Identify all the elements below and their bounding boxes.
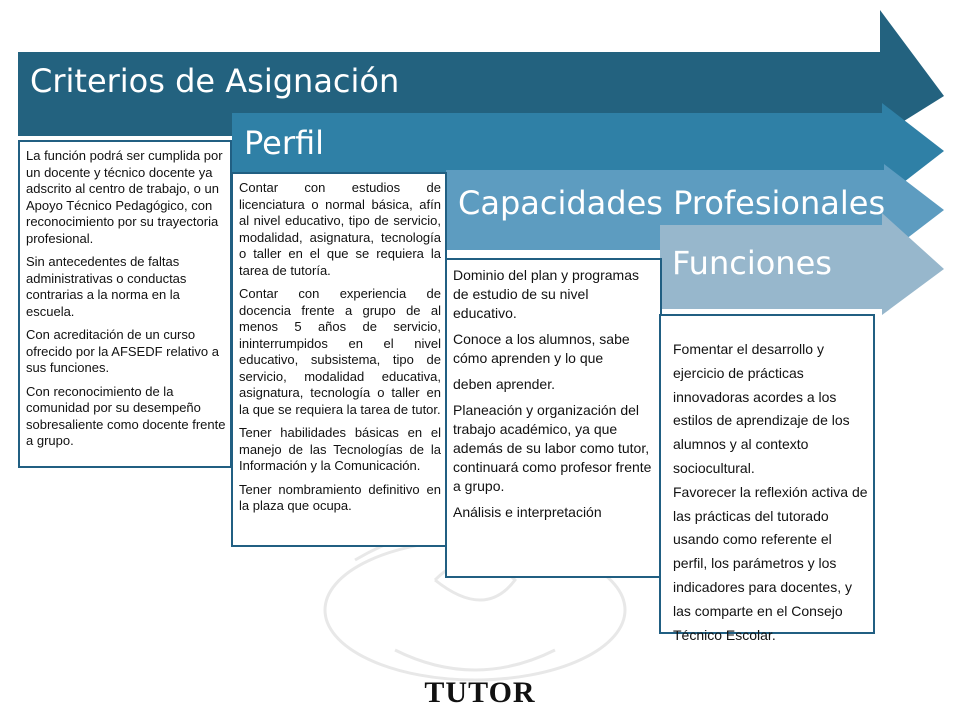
capacidades-item: Conoce a los alumnos, sabe cómo aprenden y lo que	[453, 331, 630, 366]
capacidades-item: Dominio del plan y programas de estudio de su nivel educativo.	[453, 267, 639, 321]
footer-title: TUTOR	[424, 676, 536, 709]
funciones-content-box	[659, 314, 875, 643]
stage-title-funciones: Funciones	[672, 244, 832, 282]
capacidades-item: Análisis e interpretación	[453, 504, 602, 520]
funciones-item: Favorecer la reflexión activa de las prácticas del tutorado usando como referente el perfil, los parámetros y los indicadores para docentes, y las comparte en el Consejo Técnico Escolar.	[673, 483, 868, 643]
funciones-item: Fomentar el desarrollo y ejercicio de prácticas innovadoras acordes a los estilos de aprendizaje de los alumnos y al contexto sociocultural.	[673, 341, 850, 476]
capacidades-item: Planeación y organización del trabajo académico, ya que además de su labor como tutor, continuará como profesor frente a grupo.	[453, 402, 652, 494]
criterios-item: La función podrá ser cumplida por un docente y técnico docente ya adscrito al centro de trabajo, o un Apoyo Técnico Pedagógico, con reconocimiento por su trayectoria profesional.	[26, 148, 223, 246]
criterios-content-box	[18, 140, 232, 468]
perfil-item: Contar con experiencia de docencia frente a grupo de al menos 5 años de servicio, ininterrumpidos en el nivel educativo, subsistema, tipo de servicio, modalidad educativa, asignatura, tecnología o taller en la que se requiera la tarea de tutor.	[239, 286, 441, 417]
perfil-item: Tener habilidades básicas en el manejo de las Tecnologías de la Información y la Comunicación.	[239, 425, 441, 473]
perfil-content-box	[231, 172, 447, 547]
capacidades-item: deben aprender.	[453, 376, 555, 392]
perfil-item: Contar con estudios de licenciatura o normal básica, afín al nivel educativo, tipo de servicio, modalidad, asignatura, tecnología o taller en el que se requiera la tarea de tutoría.	[239, 180, 441, 278]
criterios-item: Con acreditación de un curso ofrecido por la AFSEDF relativo a sus funciones.	[26, 327, 219, 375]
capacidades-content-box	[445, 258, 662, 578]
stage-title-perfil: Perfil	[244, 124, 325, 162]
criterios-item: Sin antecedentes de faltas administrativas o conductas contrarias a la norma en la escuela.	[26, 254, 187, 319]
stage-title-capacidades: Capacidades Profesionales	[458, 184, 886, 222]
stage-title-criterios: Criterios de Asignación	[30, 62, 400, 100]
perfil-item: Tener nombramiento definitivo en la plaza que ocupa.	[239, 481, 441, 513]
criterios-item: Con reconocimiento de la comunidad por su desempeño sobresaliente como docente frente a grupo.	[26, 383, 226, 448]
